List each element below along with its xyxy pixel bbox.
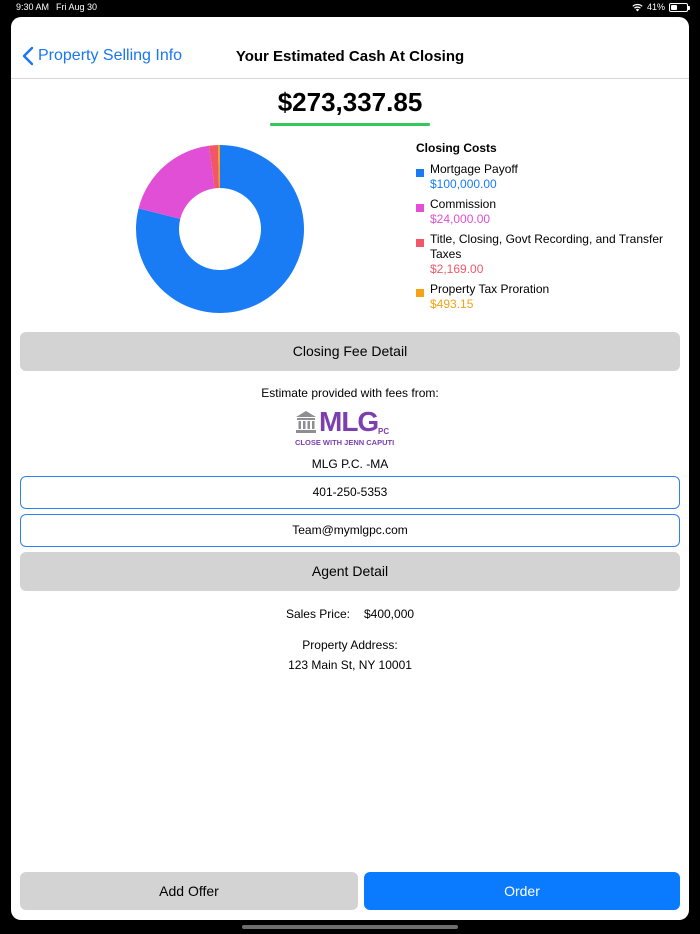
page-title: Your Estimated Cash At Closing bbox=[235, 48, 465, 65]
estimate-provider-text: Estimate provided with fees from: bbox=[261, 386, 439, 400]
legend-item bbox=[416, 282, 676, 312]
estimated-cash-amount: $273,337.85 bbox=[277, 87, 423, 117]
legend-text bbox=[430, 197, 496, 227]
legend-label: Title, Closing, Govt Recording, and Transfer Taxes bbox=[430, 232, 663, 261]
legend-item bbox=[416, 197, 676, 227]
legend-text bbox=[430, 232, 676, 277]
battery-percent: 41% bbox=[646, 2, 665, 12]
legend-swatch bbox=[416, 239, 424, 247]
status-time: 9:30 AM bbox=[16, 2, 50, 12]
status-right bbox=[632, 2, 688, 12]
closing-costs-donut-chart bbox=[134, 143, 306, 315]
back-button-label: Property Selling Info bbox=[38, 47, 183, 64]
phone-button[interactable]: 401-250-5353 bbox=[20, 476, 680, 509]
legend-value: $100,000.00 bbox=[430, 177, 497, 191]
add-offer-button[interactable]: Add Offer bbox=[20, 872, 358, 910]
legend-item bbox=[416, 162, 676, 192]
closing-fee-detail-button[interactable]: Closing Fee Detail bbox=[20, 332, 680, 371]
logo-suffix: PC bbox=[378, 427, 390, 436]
legend-label: Commission bbox=[430, 197, 497, 211]
legend-swatch bbox=[416, 169, 424, 177]
legend-swatch bbox=[416, 204, 424, 212]
agent-detail-button[interactable]: Agent Detail bbox=[20, 552, 680, 591]
logo-wordmark: MLG bbox=[319, 406, 379, 437]
legend-text bbox=[430, 162, 518, 192]
legend-label: Mortgage Payoff bbox=[430, 162, 518, 176]
legend-value: $2,169.00 bbox=[430, 262, 484, 276]
donut-slice-1 bbox=[139, 146, 215, 219]
nav-bar bbox=[11, 17, 689, 79]
wifi-icon bbox=[632, 3, 643, 12]
property-address-value: 123 Main St, NY 10001 bbox=[288, 658, 412, 672]
legend-items bbox=[416, 162, 676, 312]
property-address-label: Property Address: bbox=[302, 638, 398, 652]
sales-price-value: $400,000 bbox=[363, 607, 415, 621]
logo-tagline: CLOSE WITH JENN CAPUTI bbox=[295, 438, 395, 447]
legend-value: $24,000.00 bbox=[430, 212, 491, 226]
modal-sheet bbox=[11, 17, 689, 920]
battery-level bbox=[671, 5, 677, 10]
company-name: MLG P.C. -MA bbox=[311, 457, 389, 471]
battery-icon bbox=[669, 3, 688, 12]
status-bar bbox=[0, 0, 700, 17]
legend-item bbox=[416, 232, 676, 277]
legend-title: Closing Costs bbox=[416, 141, 497, 155]
bank-building-icon bbox=[295, 410, 317, 434]
sales-price-row bbox=[11, 607, 689, 621]
sales-price-label: Sales Price: bbox=[285, 607, 350, 621]
chart-legend bbox=[416, 141, 676, 317]
legend-text bbox=[430, 282, 549, 312]
status-date: Fri Aug 30 bbox=[56, 2, 98, 12]
cash-underline bbox=[270, 123, 430, 126]
legend-label: Property Tax Proration bbox=[430, 282, 550, 296]
legend-swatch bbox=[416, 289, 424, 297]
email-button[interactable]: Team@mymlgpc.com bbox=[20, 514, 680, 547]
order-button[interactable]: Order bbox=[364, 872, 680, 910]
company-logo bbox=[295, 408, 407, 450]
home-indicator bbox=[242, 925, 458, 929]
legend-value: $493.15 bbox=[430, 297, 474, 311]
